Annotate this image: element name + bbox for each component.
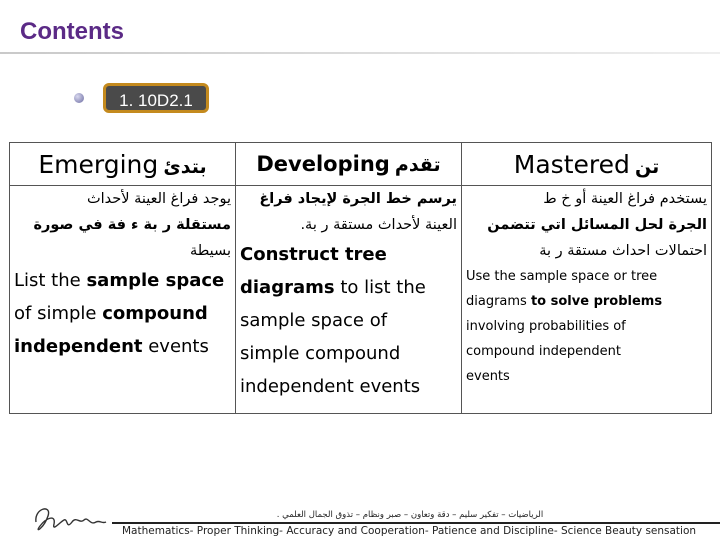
developing-ar-line-2: العينة لأحداث مستقة ر بة. bbox=[300, 217, 457, 233]
header-emerging-en: Emerging bbox=[38, 149, 159, 179]
developing-en-line-2 bbox=[240, 271, 457, 304]
developing-en-text-1: to list the bbox=[334, 277, 426, 298]
developing-en-line-4: simple compound bbox=[240, 343, 401, 364]
mastered-ar-line-1: يستخدم فراغ العينة أو خ ط bbox=[543, 191, 707, 207]
header-developing bbox=[236, 143, 462, 186]
cell-mastered bbox=[462, 186, 712, 414]
header-mastered-ar: تن bbox=[634, 155, 660, 178]
mastered-en-line-4: compound independent bbox=[466, 344, 622, 359]
title-divider bbox=[0, 52, 720, 54]
header-developing-en: Developing bbox=[256, 152, 390, 176]
emerging-ar-line-3: بسيطة bbox=[189, 243, 231, 259]
footer-divider bbox=[112, 522, 720, 524]
developing-en-line-1 bbox=[240, 238, 457, 271]
mastered-en-line-1: Use the sample space or tree bbox=[466, 269, 658, 284]
emerging-en-text-2: of simple bbox=[14, 303, 103, 324]
emerging-en-bold-3: independent bbox=[14, 336, 143, 357]
emerging-en-bold-2: compound bbox=[102, 303, 208, 324]
header-mastered-en: Mastered bbox=[513, 149, 630, 179]
emerging-ar-line-2: مستقلة ر بة ء فة في صورة bbox=[33, 217, 231, 233]
emerging-en-text-1: List the bbox=[14, 270, 87, 291]
mastered-en-line-5: events bbox=[466, 369, 510, 384]
header-developing-ar: تقدم bbox=[394, 154, 441, 176]
emerging-en-text-3: events bbox=[142, 336, 209, 357]
mastered-en-bold-1: to solve problems bbox=[530, 294, 663, 309]
emerging-en-line-2 bbox=[14, 297, 231, 330]
footer-english-motto: Mathematics- Proper Thinking- Accuracy and Cooperation- Patience and Discipline- Science Beauty sensation bbox=[122, 525, 697, 537]
developing-ar-line-1: يرسم خط الجرة لإيجاد فراغ bbox=[259, 191, 457, 207]
mastered-ar-line-2: الجرة لحل المسائل اتي تتضمن bbox=[487, 217, 707, 233]
emerging-ar-line-1: يوجد فراغ العينة لأحداث bbox=[86, 191, 231, 207]
cell-emerging bbox=[10, 186, 236, 414]
developing-en-bold-2: diagrams bbox=[240, 277, 335, 298]
header-mastered bbox=[462, 143, 712, 186]
page-title: Contents bbox=[20, 18, 124, 45]
mastered-en-line-3: involving probabilities of bbox=[466, 319, 626, 334]
mastered-en-line-2 bbox=[466, 289, 707, 314]
footer-arabic-motto: الرياضيات – تفكير سليم – دقة وتعاون – صبر ونظام – تذوق الجمال العلمي . bbox=[276, 510, 544, 520]
rubric-body-row bbox=[10, 186, 712, 414]
section-code-badge: 1. 10D2.1 bbox=[103, 83, 209, 113]
signature-logo bbox=[30, 500, 110, 538]
developing-en-bold-1: Construct tree bbox=[240, 244, 387, 265]
emerging-en-bold-1: sample space bbox=[86, 270, 225, 291]
mastered-en-text-2: diagrams bbox=[466, 294, 531, 309]
mastered-ar-line-3: احتمالات احداث مستقة ر بة bbox=[539, 243, 707, 259]
rubric-table bbox=[9, 142, 712, 414]
header-emerging-ar: بتدئ bbox=[163, 155, 207, 178]
developing-en-line-5: independent events bbox=[240, 376, 421, 397]
rubric-header-row bbox=[10, 143, 712, 186]
emerging-en-line-3 bbox=[14, 330, 231, 363]
cell-developing bbox=[236, 186, 462, 414]
developing-en-line-3: sample space of bbox=[240, 310, 388, 331]
bullet-icon bbox=[74, 93, 84, 103]
header-emerging bbox=[10, 143, 236, 186]
emerging-en-line-1 bbox=[14, 264, 231, 297]
